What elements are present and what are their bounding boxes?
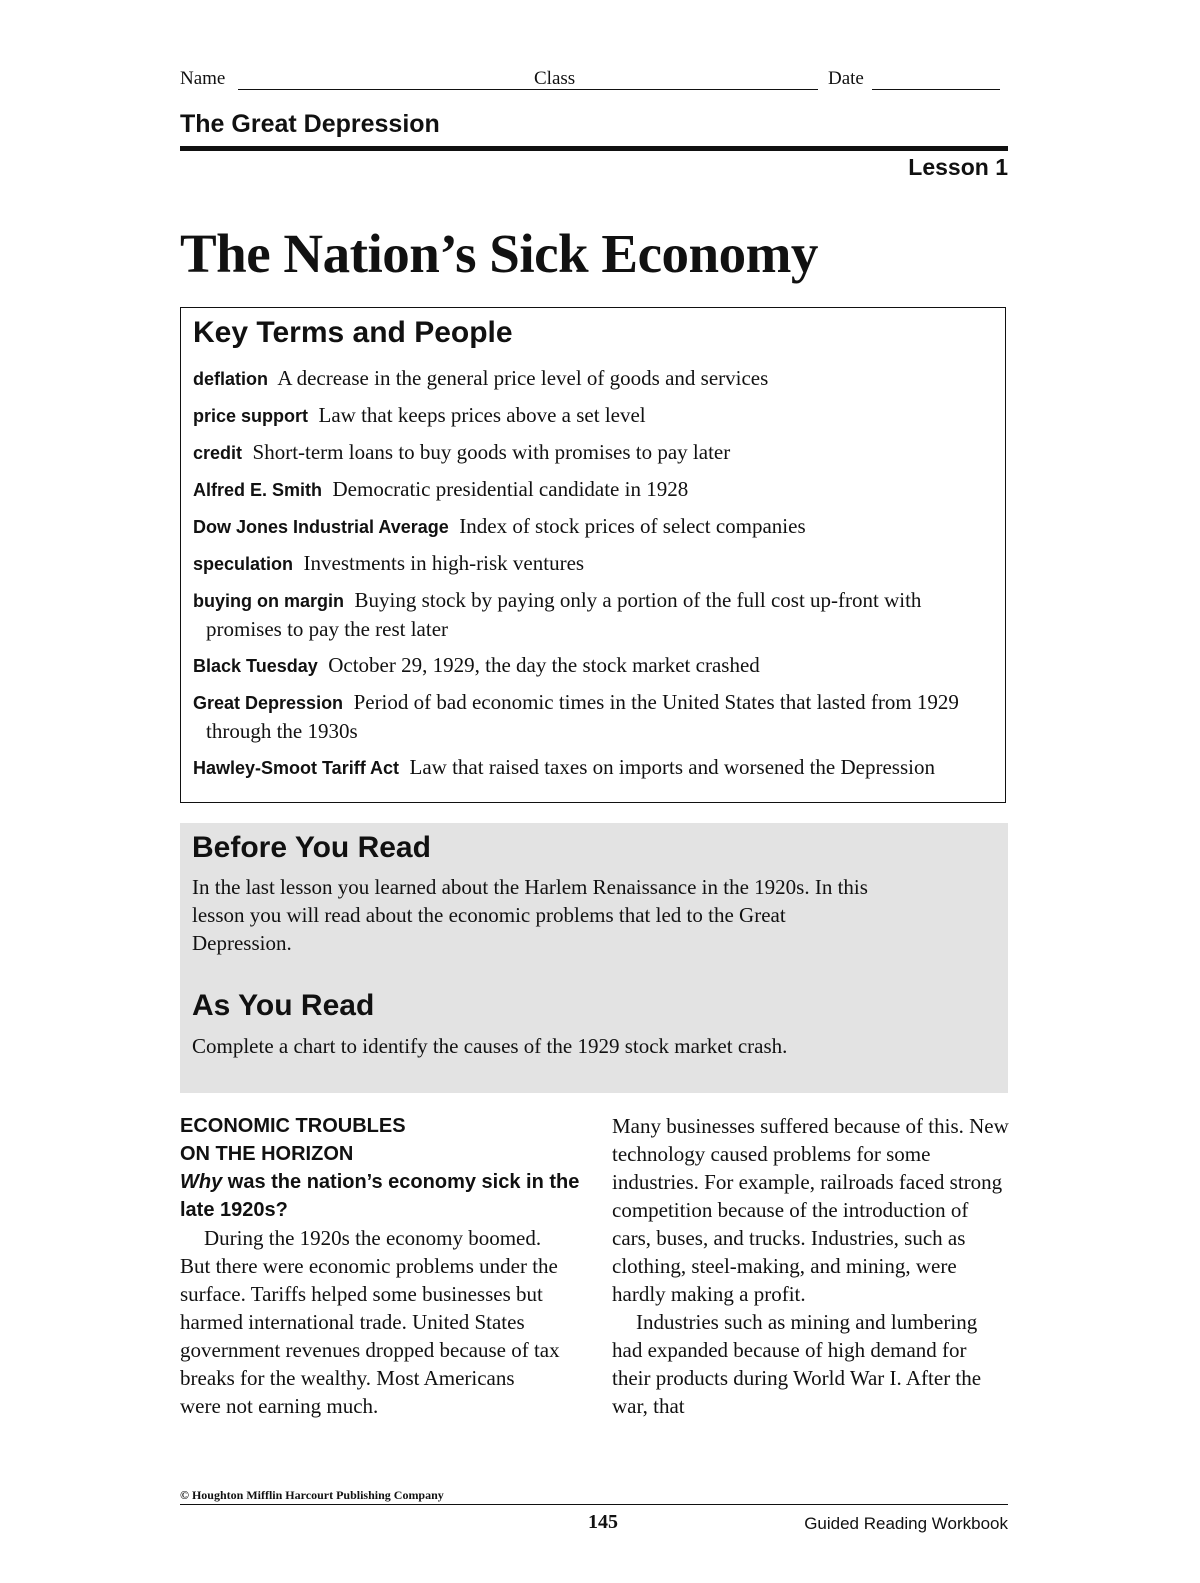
key-term: Black Tuesday [193,656,318,676]
key-term-definition: Period of bad economic times in the United States that lasted from 1929 through the 1930s [206,690,959,743]
key-terms-heading: Key Terms and People [193,316,513,349]
key-terms-box [180,307,1006,803]
as-you-read-text: Complete a chart to identify the causes of the 1929 stock market crash. [192,1034,788,1058]
copyright: © Houghton Mifflin Harcourt Publishing Company [180,1488,444,1502]
key-term-definition: Law that keeps prices above a set level [318,403,646,427]
name-label: Name [180,68,226,89]
key-term-definition: Investments in high-risk ventures [303,551,585,575]
key-term-item [193,651,993,680]
as-you-read-heading: As You Read [192,989,375,1022]
key-term-definition: A decrease in the general price level of goods and services [277,366,769,390]
key-term-item [193,688,993,745]
key-term-definition: Democratic presidential candidate in 1928 [332,477,689,501]
question-emphasis: Why [180,1171,223,1193]
key-term-item [193,512,993,541]
key-term: price support [193,406,309,426]
key-term-item [193,549,993,578]
page-title: The Nation’s Sick Economy [180,223,818,284]
key-term: Dow Jones Industrial Average [193,517,449,537]
workbook-label: Guided Reading Workbook [804,1514,1008,1533]
class-blank[interactable] [582,89,818,90]
paragraph-1: During the 1920s the economy boomed. But there were economic problems under the surface. Tariffs helped some businesses but harmed international trade. United States government revenues dropped because of tax breaks for the wealthy. Most Americans were not earning much. [180,1226,560,1418]
key-term-item [193,401,993,430]
key-term: deflation [193,369,268,389]
before-you-read-text: In the last lesson you learned about the Harlem Renaissance in the 1920s. In this lesson you will read about the economic problems that led to the Great Depression. [192,875,868,955]
key-term: buying on margin [193,591,344,611]
right-column [612,1112,1012,1420]
paragraph-2: Many businesses suffered because of this. New technology caused problems for some industries. For example, railroads faced strong competition because of the introduction of cars, buses, and trucks. Industries, such as clothing, steel-making, and mining, were hardly making a profit. [612,1114,1009,1306]
key-term-item [193,586,993,643]
student-info-header [180,66,1010,96]
key-term-item [193,475,993,504]
section-heading-line: ON THE HORIZON [180,1143,354,1165]
page-number: 145 [588,1511,618,1533]
key-term-definition: October 29, 1929, the day the stock market crashed [328,653,760,677]
key-term-item [193,753,993,782]
question-text: was the nation’s economy sick in the late 1920s? [180,1171,580,1221]
section-heading-line: ECONOMIC TROUBLES [180,1115,406,1137]
key-term-definition: Law that raised taxes on imports and worsened the Depression [409,755,935,779]
lesson-label: Lesson 1 [908,154,1008,180]
date-label: Date [828,68,864,89]
before-you-read-heading: Before You Read [192,831,431,864]
key-term: Great Depression [193,693,344,713]
key-term-definition: Index of stock prices of select companies [459,514,806,538]
key-terms-list [193,364,993,790]
class-label: Class [534,68,576,89]
key-term-definition: Buying stock by paying only a portion of the full cost up-front with promises to pay the rest later [206,588,922,641]
reading-guide-box [180,823,1008,1093]
key-term: Hawley-Smoot Tariff Act [193,758,400,778]
left-column [180,1112,580,1420]
unit-title: The Great Depression [180,110,440,138]
key-term-definition: Short-term loans to buy goods with promises to pay later [252,440,731,464]
header-rule [180,146,1008,151]
date-blank[interactable] [872,89,1000,90]
key-term-item [193,364,993,393]
key-term-item [193,438,993,467]
paragraph-3: Industries such as mining and lumbering had expanded because of high demand for their products during World War I. After the war, that [612,1310,982,1418]
key-term: Alfred E. Smith [193,480,323,500]
key-term: speculation [193,554,294,574]
section-heading [180,1112,580,1168]
key-term: credit [193,443,243,463]
footer-rule [180,1504,1008,1505]
section-question [180,1168,580,1224]
